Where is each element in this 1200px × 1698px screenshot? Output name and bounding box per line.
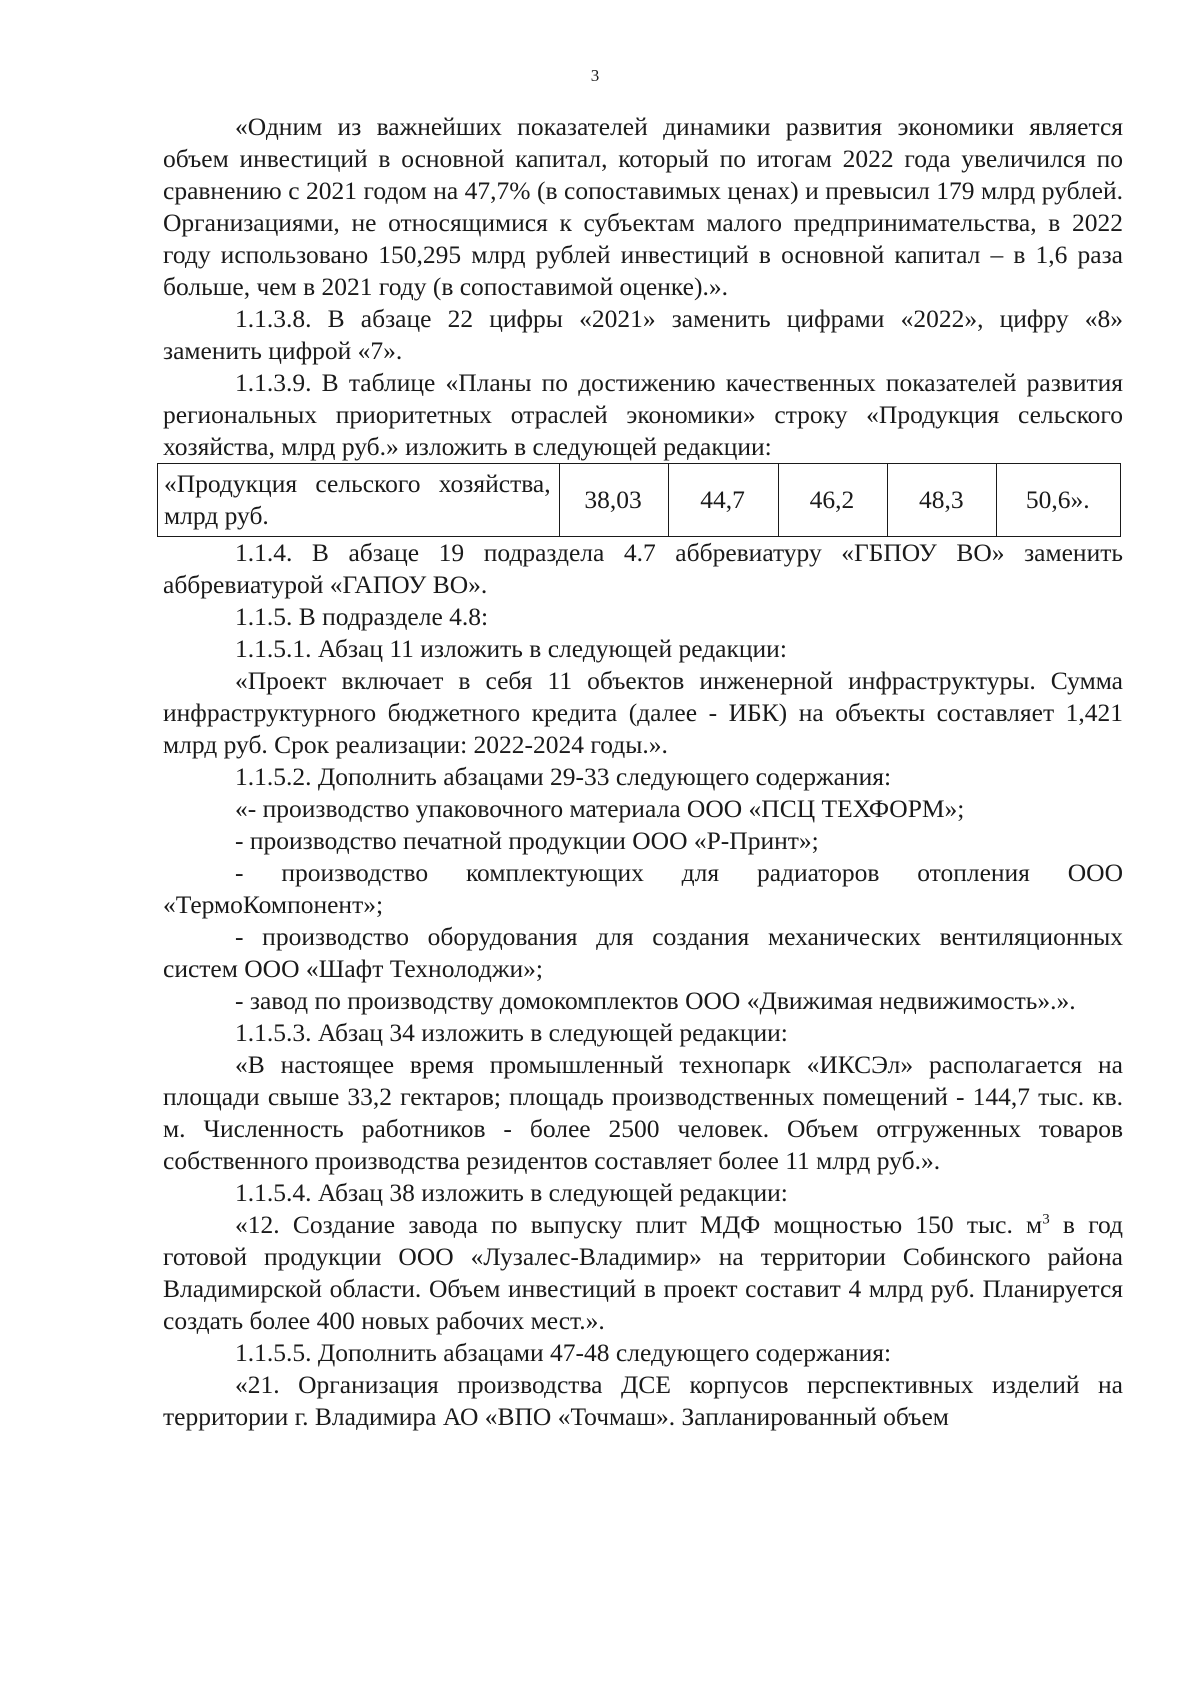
table-cell-value: 44,7 [669, 464, 778, 537]
table-cell-value: 50,6». [997, 464, 1121, 537]
table-cell-value: 38,03 [559, 464, 669, 537]
agriculture-products-table [157, 463, 1121, 537]
superscript-3: 3 [1042, 1211, 1050, 1228]
paragraph-1-1-5-2: 1.1.5.2. Дополнить абзацами 29-33 следующего содержания: [235, 762, 892, 791]
paragraph-mdf-quote [163, 1209, 1123, 1337]
paragraph-1-1-5-5: 1.1.5.5. Дополнить абзацами 47-48 следующего содержания: [235, 1338, 892, 1367]
paragraph-technopark-quote: «В настоящее время промышленный технопарк «ИКСЭл» располагается на площади свыше 33,2 гектаров; площадь производственных помещений - 144,7 тыс. кв. м. Численность работников - более 2500 человек. Объем отгруженных товаров собственного производства резидентов составляет более 11 млрд руб.». [163, 1050, 1123, 1175]
paragraph-1-1-3-8: 1.1.3.8. В абзаце 22 цифры «2021» заменить цифрами «2022», цифру «8» заменить цифрой «7». [163, 304, 1123, 365]
list-item: - завод по производству домокомплектов ООО «Движимая недвижимость».». [235, 986, 1076, 1015]
list-item: - производство оборудования для создания механических вентиляционных систем ООО «Шафт Технолоджи»; [163, 922, 1123, 983]
table-cell-value: 48,3 [888, 464, 997, 537]
paragraph-project-quote: «Проект включает в себя 11 объектов инженерной инфраструктуры. Сумма инфраструктурного бюджетного кредита (далее - ИБК) на объекты составляет 1,421 млрд руб. Срок реализации: 2022-2024 годы.». [163, 666, 1123, 759]
mdf-text-start: «12. Создание завода по выпуску плит МДФ мощностью 150 тыс. м [235, 1210, 1043, 1239]
table-cell-value: 46,2 [778, 464, 887, 537]
paragraph-1-1-5-1: 1.1.5.1. Абзац 11 изложить в следующей редакции: [235, 634, 787, 663]
paragraph-tochmash-quote: «21. Организация производства ДСЕ корпусов перспективных изделий на территории г. Владимира АО «ВПО «Точмаш». Запланированный объем [163, 1370, 1123, 1431]
paragraph-1-1-5-4: 1.1.5.4. Абзац 38 изложить в следующей редакции: [235, 1178, 788, 1207]
table-row-label: «Продукция сельского хозяйства, млрд руб. [158, 464, 560, 537]
paragraph-1-1-5: 1.1.5. В подразделе 4.8: [235, 602, 489, 631]
paragraph-1-1-3-9: 1.1.3.9. В таблице «Планы по достижению качественных показателей развития региональных приоритетных отраслей экономики» строку «Продукция сельского хозяйства, млрд руб.» изложить в следующей редакции: [163, 368, 1123, 461]
paragraph-1-1-4: 1.1.4. В абзаце 19 подраздела 4.7 аббревиатуру «ГБПОУ ВО» заменить аббревиатурой «ГАПОУ ВО». [163, 538, 1123, 599]
list-item: - производство печатной продукции ООО «Р-Принт»; [235, 826, 819, 855]
list-item: «- производство упаковочного материала ООО «ПСЦ ТЕХФОРМ»; [235, 794, 965, 823]
document-body [163, 111, 1123, 1433]
list-item: - производство комплектующих для радиаторов отопления ООО «ТермоКомпонент»; [163, 858, 1123, 919]
mdf-text-end: в год готовой продукции ООО «Лузалес-Владимир» на территории Собинского района Владимирской области. Объем инвестиций в проект составит 4 млрд руб. Планируется создать более 400 новых рабочих мест.». [163, 1210, 1124, 1335]
paragraph-investment-quote: «Одним из важнейших показателей динамики развития экономики является объем инвестиций в основной капитал, который по итогам 2022 года увеличился по сравнению с 2021 годом на 47,7% (в сопоставимых ценах) и превысил 179 млрд рублей. Организациями, не относящимися к субъектам малого предпринимательства, в 2022 году использовано 150,295 млрд рублей инвестиций в основной капитал – в 1,6 раза больше, чем в 2021 году (в сопоставимой оценке).». [163, 112, 1123, 301]
page-number: 3 [590, 66, 600, 85]
table-row [158, 464, 1121, 537]
paragraph-1-1-5-3: 1.1.5.3. Абзац 34 изложить в следующей редакции: [235, 1018, 788, 1047]
